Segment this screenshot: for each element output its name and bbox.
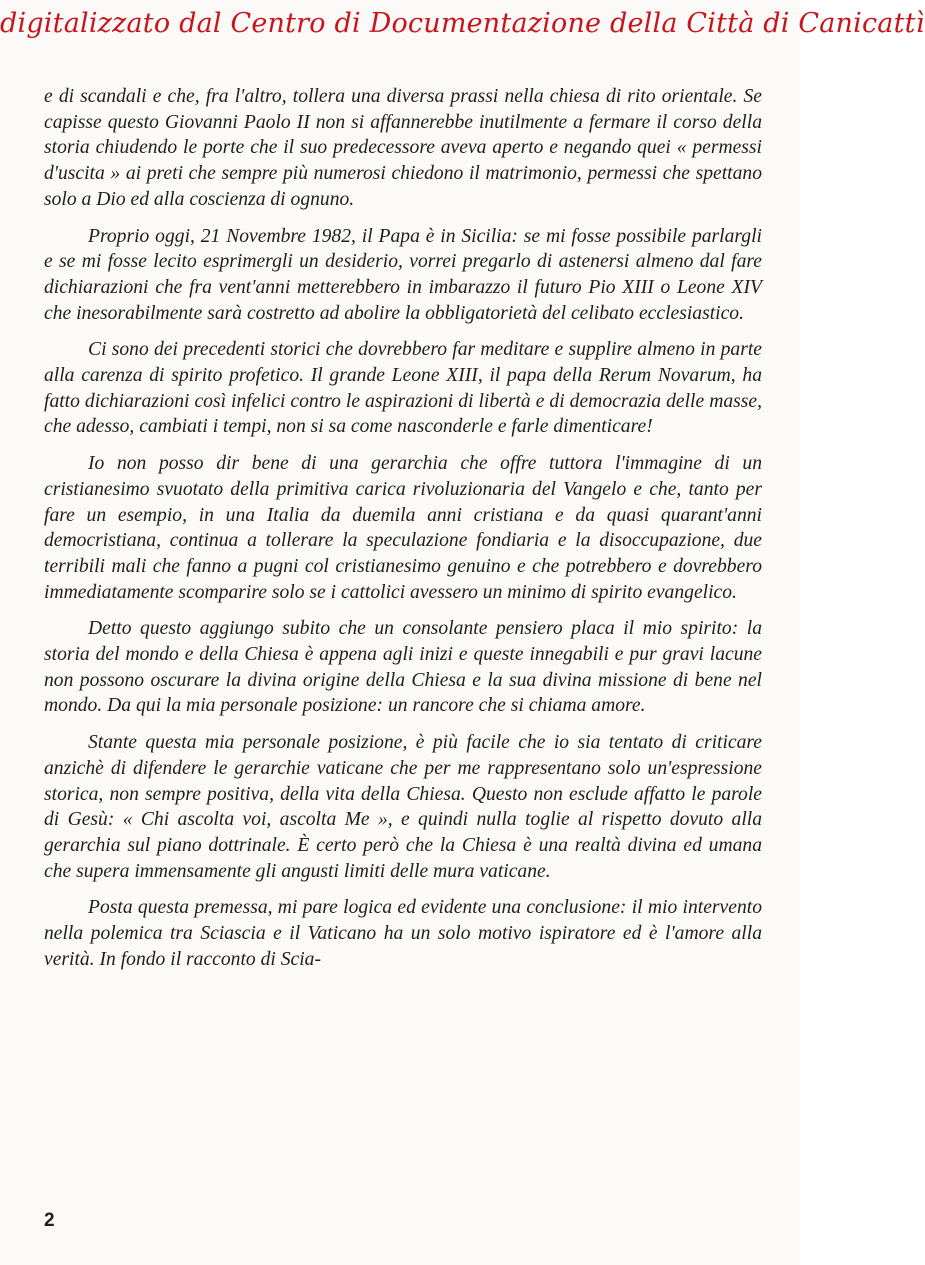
digitization-watermark: digitalizzato dal Centro di Documentazione della Città di Canicattì [0, 8, 925, 39]
page-body-text [44, 84, 762, 984]
paragraph: Posta questa premessa, mi pare logica ed evidente una conclusione: il mio intervento nella polemica tra Sciascia e il Vaticano ha un solo motivo ispiratore ed è l'amore alla verità. In fondo il racconto di Scia- [44, 897, 762, 970]
paragraph: Detto questo aggiungo subito che un consolante pensiero placa il mio spirito: la storia del mondo e della Chiesa è appena agli inizi e queste innegabili e pur gravi lacune non possono oscurare la divina origine della Chiesa e la sua divina missione di bene nel mondo. Da qui la mia personale posizione: un rancore che si chiama amore. [44, 618, 762, 717]
paragraph: Ci sono dei precedenti storici che dovrebbero far meditare e supplire almeno in parte alla carenza di spirito profetico. Il grande Leone XIII, il papa della Rerum Novarum, ha fatto dichiarazioni così infelici contro le aspirazioni di libertà e di democrazia delle masse, che adesso, cambiati i tempi, non si sa come nasconderle e farle dimenticare! [44, 339, 762, 438]
paragraph-continuation: e di scandali e che, fra l'altro, tollera una diversa prassi nella chiesa di rito orientale. Se capisse questo Giovanni Paolo II non si affannerebbe inutilmente a fermare il corso della storia chiudendo le porte che il suo predecessore aveva aperto e negando quei « permessi d'uscita » ai preti che sempre più numerosi chiedono il matrimonio, permessi che spettano solo a Dio ed alla coscienza di ognuno. [44, 86, 762, 210]
paragraph: Proprio oggi, 21 Novembre 1982, il Papa è in Sicilia: se mi fosse possibile parlargli e se mi fosse lecito esprimergli un desiderio, vorrei pregarlo di astenersi almeno dal fare dichiarazioni che fra vent'anni metterebbero in imbarazzo il futuro Pio XIII o Leone XIV che inesorabilmente sarà costretto ad abolire la obbligatorietà del celibato ecclesiastico. [44, 225, 762, 324]
paragraph: Stante questa mia personale posizione, è più facile che io sia tentato di criticare anzichè di difendere le gerarchie vaticane che per me rappresentano solo un'espressione storica, non sempre positiva, della vita della Chiesa. Questo non esclude affatto le parole di Gesù: « Chi ascolta voi, ascolta Me », e quindi nulla toglie al rispetto dovuto alla gerarchia sul piano dottrinale. È certo però che la Chiesa è una realtà divina ed umana che supera immensamente gli angusti limiti delle mura vaticane. [44, 732, 762, 882]
paragraph: Io non posso dir bene di una gerarchia che offre tuttora l'immagine di un cristianesimo svuotato della primitiva carica rivoluzionaria del Vangelo e che, tanto per fare un esempio, in una Italia da duemila anni cristiana e da quasi quarant'anni democristiana, continua a tollerare la speculazione fondiaria e la disoccupazione, due terribili mali che fanno a pugni col cristianesimo genuino e che potrebbero e dovrebbero immediatamente scomparire solo se i cattolici avessero un minimo di spirito evangelico. [44, 453, 762, 603]
page-number: 2 [44, 1210, 55, 1231]
